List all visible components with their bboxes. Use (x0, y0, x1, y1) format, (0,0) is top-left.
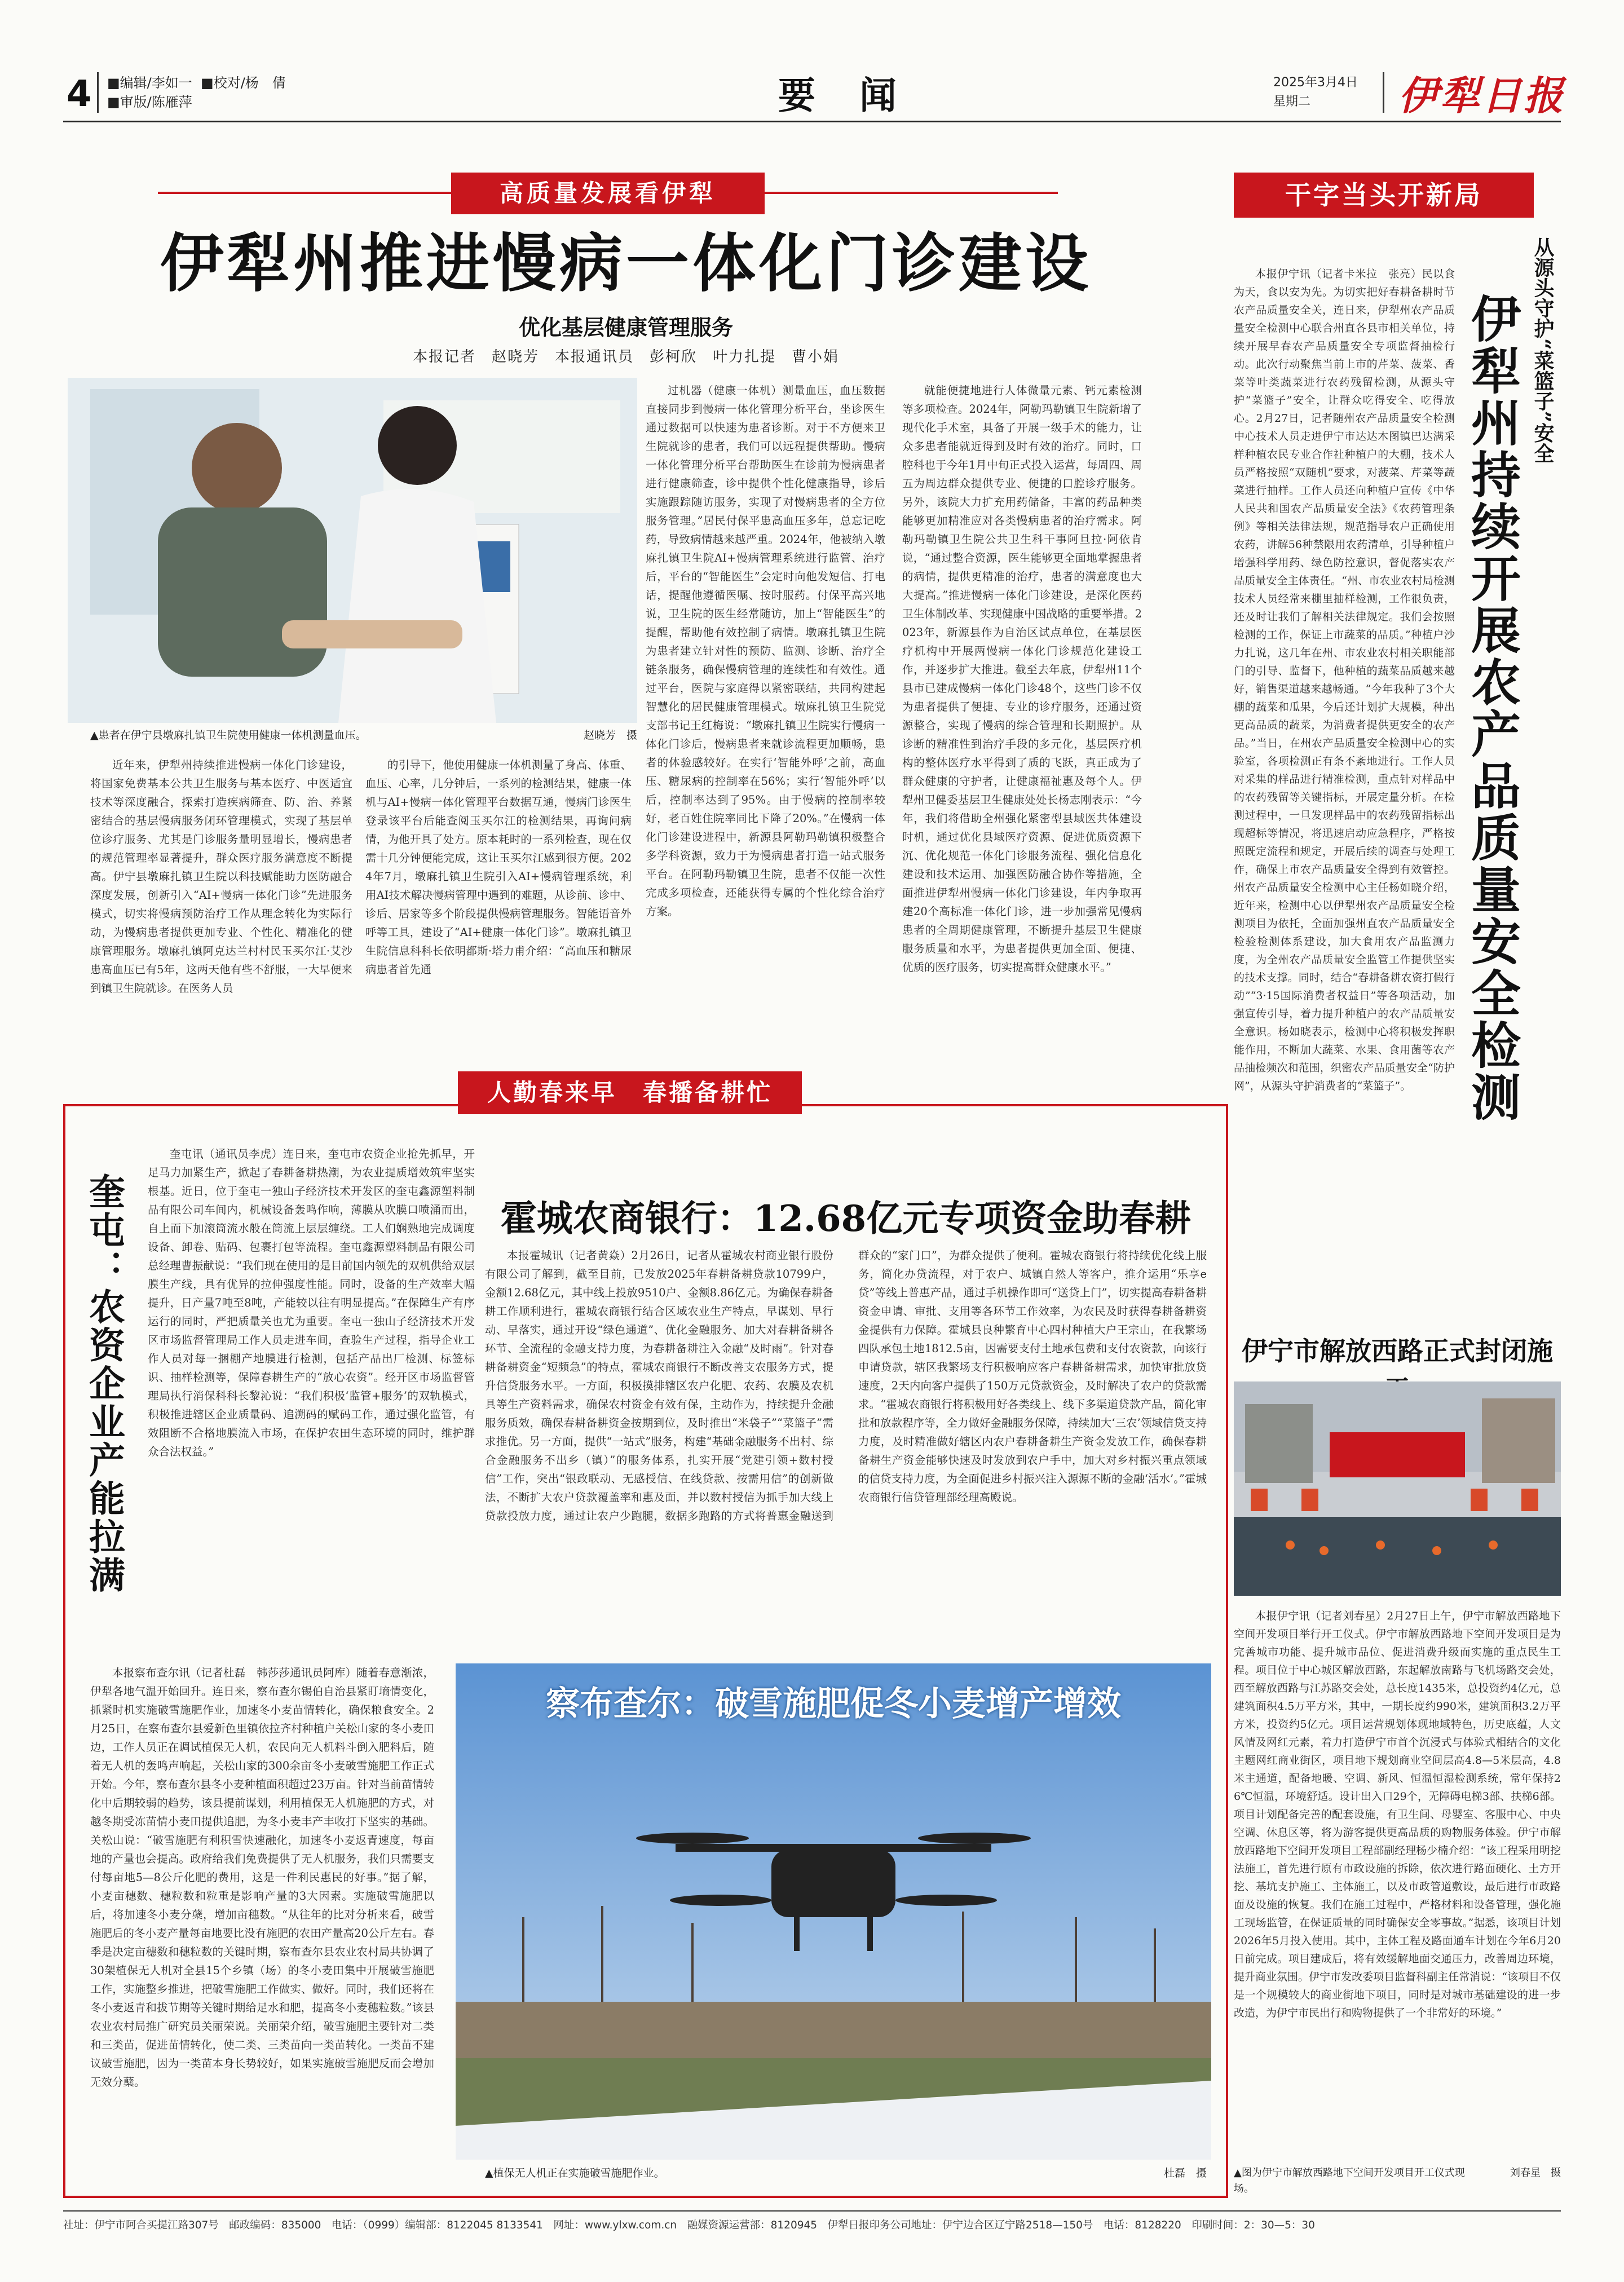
footer-rule (63, 2210, 1561, 2212)
main-subtitle: 优化基层健康管理服务 (518, 315, 733, 340)
road-text: 本报伊宁讯（记者刘春星）2月27日上午，伊宁市解放西路地下空间开发项目举行开工仪式。伊宁市解放西路地下空间开发项目是为完善城市功能、提升城市品位、促进消费升级而实施的重点民生工程。项目位于中心城区解放西路，东起解放南路与飞机场路交会处，西至解放西路与江苏路交会处，总长度1435米，总投资约4亿元，总建筑面积4.5万平方米，其中，一期长度约990米，建筑面积3.2万平方米，投资约5亿元。项目运营规划体现地域特色，历史底蕴，人文风情及网红元素，着力打造伊宁市首个沉浸式与体验式相结合的文化主题网红商业街区，项目地下规划商业空间层高4.8—5米层高，4.8米主通道，配备地暖、空调、新风、恒温恒湿检测系统，常年保持26℃恒温，环境舒适。设计出入口29个，无障碍电梯3部、扶梯6部。项目计划配备完善的配套设施，有卫生间、母婴室、客服中心、中央空调、休息区等，将为游客提供更高品质的购物服务体验。伊宁市解放西路地下空间开发项目工程部副经理杨少楠介绍：“该工程采用明挖法施工，首先进行原有市政设施的拆除，依次进行路面硬化、土方开挖、基坑支护施工、主体施工，以及市政管道敷设，最后进行市政路面及设施的恢复。我们在施工过程中，严格材料和设备管理，强化施工现场监管，在保证质量的同时确保安全零事故。”据悉，该项目计划2026年5月投入使用。其中，主体工程及路面通车计划在今年6月20日前完成。项目建成后，将有效缓解地面交通压力，改善周边环境，提升商业氛围。伊宁市发改委项目监督科副主任常消说：“该项目不仅是一个规模较大的商业街地下项目，同时是对城市基础建设的进一步改造，为伊宁市民出行和购物提供了一个非常好的环境。” (1234, 1610, 1561, 2019)
clinic-photo-image (68, 378, 637, 723)
right-kicker: 干字当头开新局 (1234, 173, 1534, 218)
road-photo-caption: ▲图为伊宁市解放西路地下空间开发项目开工仪式现场。 (1234, 2167, 1465, 2195)
food-safety-vsub: 从源头守护“菜篮子”安全 (1531, 237, 1555, 464)
page-number: 4 (67, 73, 92, 115)
kicker-rule-right (765, 192, 1058, 194)
reviewer-name: ■审版/陈雁萍 (107, 94, 192, 110)
main-lead-col2 (365, 756, 632, 1071)
drone-photo-image (456, 1663, 1211, 2160)
clinic-photo-caption: ▲患者在伊宁县墩麻扎镇卫生院使用健康一体机测量血压。 (90, 729, 367, 741)
kicker-rule-left (158, 192, 451, 194)
drone-photo-credit: 杜磊 摄 (1163, 2167, 1207, 2179)
editor-line (107, 73, 286, 112)
main-col3 (646, 381, 885, 1071)
main-lead-text-a: 近年来，伊犁州持续推进慢病一体化门诊建设，将国家免费基本公共卫生服务与基本医疗、中医适宜技术等深度融合，探索打造疾病筛查、防、治、养紧密结合的基层慢病服务闭环管理模式，实现了基层单位诊疗服务、尤其是门诊服务量明显增长，慢病患者的规范管理率显著提升，群众医疗服务满意度不断提高。伊宁县墩麻扎镇卫生院以科技赋能助力医防融合深度发展，创新引入“AI+慢病一体化门诊”先进服务模式，切实将慢病预防治疗工作从理念转化为实际行动，为慢病患者提供更加专业、个性化、精准化的健康管理服务。墩麻扎镇阿克达兰村村民玉买尔江·艾沙患高血压已有5年，这两天他有些不舒服，一大早便来到镇卫生院就诊。在医务人员 (90, 758, 352, 995)
road-photo-image (1234, 1381, 1561, 1596)
food-safety-text: 本报伊宁讯（记者卡米拉 张亮）民以食为天，食以安为先。为切实把好春耕备耕时节农产品质量安全关，连日来，伊犁州农产品质量安全检测中心联合州直各县市相关单位，持续开展早春农产品质量安全专项监督抽检行动。此次行动聚焦当前上市的芹菜、菠菜、香菜等叶类蔬菜进行农药残留检测，从源头守护“菜篮子”安全，让群众吃得安全、吃得放心。2月27日，记者随州农产品质量安全检测中心技术人员走进伊宁市达达木图镇巴达满采样种植农民专业合作社种植户的大棚，技术人员严格按照“双随机”要求，对菠菜、芹菜等蔬菜进行抽样。工作人员还向种植户宣传《中华人民共和国农产品质量安全法》《农药管理条例》等相关法律法规，规范指导农户正确使用农药，讲解56种禁限用农药清单，引导种植户增强科学用药、绿色防控意识，督促落实农产品质量安全主体责任。“州、市农业农村局检测技术人员经常来棚里抽样检测，工作很负责，还及时让我们了解相关法律规定。我们会按照检测的工作，保证上市蔬菜的品质。”种植户沙力扎说，这几年在州、市农业农村相关职能部门的引导、监督下，他种植的蔬菜品质越来越好，销售渠道越来越畅通。“今年我种了3个大棚的蔬菜和瓜果，今后还计划扩大规模，种出更高品质的蔬菜，为消费者提供更安全的农产品。”当日，在州农产品质量安全检测中心的实验室，各项检测正有条不紊地进行。工作人员对采集的样品进行精准检测，重点针对样品中的农药残留等关键指标，开展定量分析。在检测过程中，一旦发现样品中的农药残留指标出现超标等情况，将迅速启动应急程序，严格按照既定流程和规定，开展后续的调查与处理工作，确保上市农产品质量安全得到有效管控。州农产品质量安全检测中心主任杨如晓介绍，近年来，检测中心以伊犁州农产品质量安全检测项目为依托，全面加强州直农产品质量安全检验检测体系建设，加大食用农产品监测力度，为全州农产品质量安全监管工作提供坚实的技术支撑。同时，结合“春耕备耕农资打假行动”“3·15国际消费者权益日”等各项活动，加强宣传引导，着力提升种植户的农产品质量安全意识。杨如晓表示，检测中心将积极发挥职能作用，不断加大蔬菜、水果、食用菌等农产品抽检频次和范围，织密农产品质量安全“防护网”，从源头守护消费者的“菜篮子”。 (1234, 268, 1455, 1092)
drone-photo (456, 1663, 1211, 2160)
chabuchaer-article (90, 1663, 434, 2182)
food-safety-article (1234, 265, 1455, 1291)
page-header (0, 0, 1624, 118)
kuitun-article (148, 1145, 475, 1641)
drone-photo-caption: ▲植保无人机正在实施破雪施肥作业。 (485, 2167, 665, 2179)
kuitun-vtitle: 奎屯：农资企业产能拉满 (83, 1173, 125, 1595)
road-article (1234, 1607, 1561, 2160)
main-col4 (902, 381, 1142, 1071)
huocheng-headline: 霍城农商银行：12.68亿元专项资金助春耕 (500, 1198, 1191, 1240)
section-title: 要 闻 (778, 74, 900, 117)
header-divider (97, 72, 99, 113)
huocheng-article (485, 1246, 1207, 1641)
food-safety-vtitle: 伊犁州持续开展农产品质量安全检测 (1463, 293, 1522, 1123)
paper-logo: 伊犁日报 (1398, 72, 1565, 119)
main-kicker: 高质量发展看伊犁 (451, 173, 765, 214)
weekday-text: 星期二 (1273, 95, 1311, 109)
main-headline: 伊犁州推进慢病一体化门诊建设 (160, 227, 1092, 301)
main-byline: 本报记者 赵晓芳 本报通讯员 彭柯欣 叶力扎提 曹小娟 (412, 348, 839, 365)
footer-info: 社址：伊宁市阿合买提江路307号 邮政编码：835000 电话：（0999）编辑部：8122045 8133541 网址：www.ylxw.com.cn 融媒资源运营部：8120945 伊犁日报印务公司地址：伊宁边合区辽宁路2518—150号 电话：8128220 印刷时间：2：30—5：30 (63, 2219, 1315, 2231)
header-rule (63, 121, 1561, 122)
date-text: 2025年3月4日 (1273, 76, 1358, 90)
proofreader-name: ■校对/杨 倩 (201, 75, 286, 91)
main-lead-col1 (90, 756, 352, 1071)
huocheng-text: 本报霍城讯（记者黄焱）2月26日，记者从霍城农村商业银行股份有限公司了解到，截至目前，已发放2025年春耕备耕贷款10799户，金额12.68亿元，其中线上投放9510户、金额8.86亿元。为确保春耕备耕工作顺利进行，霍城农商银行结合区域农业生产特点，早谋划、早行动、早落实，通过开设“绿色通道”、优化金融服务、加大对春耕备耕各环节、全流程的金融支持力度，为春耕备耕注入金融“及时雨”。针对春耕备耕资金“短频急”的特点，霍城农商银行不断改善支农服务方式，提升信贷服务水平。一方面，积极摸排辖区农户化肥、农药、农膜及农机具等生产资料需求，确保农村资金有效有保，主动作为，持续提升金融服务质效，确保春耕备耕资金按期到位，及时推出“米袋子”“菜篮子”需求推优。另一方面，提供“一站式”服务，构建“基础金融服务不出村、综合金融服务不出乡（镇）”的服务体系，扎实开展“党建引领+数村授信”工作，突出“银政联动、无感授信、在线贷款、按需用信”的创新做法，不断扩大农户贷款覆盖率和惠及面，并以数村授信为抓手加大线上贷款投放力度，通过让农户少跑腿，数据多跑路的方式将普惠金融送到群众的“家门口”，为群众提供了便利。霍城农商银行将持续优化线上服务，简化办贷流程，对于农户、城镇自然人等客户，推介运用“乐享e贷”等线上普惠产品，通过手机操作即可“送贷上门”，切实提高春耕备耕资金申请、审批、支用等各环节工作效率，为农民及时获得春耕备耕资金提供有力保障。霍城县良种繁育中心四村种植大户王宗山，在我繁场四队承包土地1812.5亩，因需要支付土地承包费和支付农资款，向该行申请贷款，辖区我繁场支行积极响应客户春耕备耕需求，加快审批放贷速度，2天内向客户提供了150万元贷款资金，及时解决了农户的贷款需求。“霍城农商银行将积极用好各类线上、线下多渠道贷款产品，简化审批和放款程序等，全力做好金融服务保障，持续加大‘三农’领域信贷支持力度，及时精准做好辖区内农户春耕备耕生产资金发放工作，确保春耕备耕生产资金能够快速及时发放到农户手中，加大对乡村振兴重点领域的信贷支持力度，为全面促进乡村振兴注入源源不断的金融‘活水’。”霍城农商银行信贷管理部经理高殿说。 (485, 1249, 1207, 1522)
road-photo-credit: 刘春星 摄 (1510, 2167, 1561, 2179)
issue-date (1273, 73, 1358, 112)
clinic-photo-credit: 赵晓芳 摄 (583, 729, 637, 741)
road-headline: 伊宁市解放西路正式封闭施 (1242, 1336, 1553, 1366)
main-col4-text: 就能便捷地进行人体微量元素、钙元素检测等多项检查。2024年，阿勒玛勒镇卫生院新增了现代化手术室，具备了开展一级手术的能力，让众多患者能就近得到及时有效的治疗。同时，口腔科也于今年1月中旬正式投入运营，每周四、周五为周边群众提供专业、便捷的口腔诊疗服务。另外，该院大力扩充用药储备，丰富的药品种类能够更加精准应对各类慢病患者的治疗需求。阿勒玛勒镇卫生院公共卫生科干事阿旦拉·阿依肯说，“通过整合资源，医生能够更全面地掌握患者的病情，提供更精准的治疗，患者的满意度也大大提高。”推进慢病一体化门诊建设，是深化医药卫生体制改革、实现健康中国战略的重要举措。2023年，新源县作为自治区试点单位，在基层医疗机构中开展两慢病一体化门诊规范化建设工作，并逐步扩大推进。截至去年底，伊犁州11个县市已建成慢病一体化门诊48个，这些门诊不仅为患者提供了便捷、专业的诊疗服务，还通过资源整合，实现了慢病的综合管理和长期照护。从诊断的精准性到治疗手段的多元化，基层医疗机构的整体医疗水平得到了质的飞跃，真正成为了群众健康的守护者，让健康福祉惠及每个人。伊犁州卫健委基层卫生健康处处长杨志刚表示：“今年，我们将借助全州强化紧密型县域医共体建设时机，通过优化县域医疗资源、促进优质资源下沉、优化规范一体化门诊服务流程、强化信息化建设和技术运用、加强医防融合协作等措施，全面推进伊犁州慢病一体化门诊建设，年内争取再建20个高标准一体化门诊，进一步加强常见慢病患者的全周期健康管理，不断提升基层卫生健康服务质量和水平，为患者提供更加全面、便捷、优质的医疗服务，切实提高群众健康水平。” (902, 384, 1142, 974)
road-photo (1234, 1381, 1561, 1596)
masthead-divider (1383, 72, 1384, 113)
main-col3-text: 过机器（健康一体机）测量血压，血压数据直接同步到慢病一体化管理分析平台，坐诊医生通过数据可以快速为患者诊断。对于不方便来卫生院就诊的患者，我们可以远程提供帮助。慢病一体化管理分析平台帮助医生在诊前为慢病患者进行健康筛查，诊中提供个性化健康指导，诊后实施跟踪随访服务，实现了对慢病患者的全方位服务管理。”居民付保平患高血压多年，总忘记吃药，导致病情越来越严重。2024年，他被纳入墩麻扎镇卫生院AI+慢病管理系统进行监管、治疗后，平台的“智能医生”会定时向他发短信、打电话，提醒他遵循医嘱、按时服药。付保平高兴地说，卫生院的医生经常随访，加上“智能医生”的提醒，帮助他有效控制了病情。墩麻扎镇卫生院为患者建立针对性的预防、监测、诊断、治疗全链条服务，确保慢病管理的连续性和有效性。通过平台，医院与家庭得以紧密联结，共同构建起智慧化的居民健康管理模式。墩麻扎镇卫生院党支部书记王红梅说：“墩麻扎镇卫生院实行慢病一体化门诊后，慢病患者来就诊流程更加顺畅，患者的体验感较好。在实行‘智能外呼’之前，高血压、糖尿病的控制率在56%；实行‘智能外呼’以后，控制率达到了95%。由于慢病的控制率较好，老百姓住院率同比下降了20%。”在慢病一体化门诊建设进程中，新源县阿勒玛勒镇积极整合多学科资源，致力于为慢病患者打造一站式服务平台。在阿勒玛勒镇卫生院，患者不仅能一次性完成多项检查，还能获得专属的个性化综合治疗方案。 (646, 384, 885, 918)
chabuchaer-headline: 察布查尔：破雪施肥促冬小麦增产增效 (546, 1684, 1121, 1724)
clinic-photo (68, 378, 637, 723)
farm-kicker: 人勤春来早 春播备耕忙 (458, 1071, 802, 1114)
chabuchaer-text: 本报察布查尔讯（记者杜磊 韩莎莎通讯员阿库）随着春意渐浓，伊犁各地气温开始回升。连日来，察布查尔锡伯自治县紧盯墒情变化，抓紧时机实施破雪施肥作业，加速冬小麦苗情转化，确保粮食安全。2月25日，在察布查尔县爱新色里镇依拉齐村种植户关松山家的冬小麦田边，工作人员正在调试植保无人机，农民向无人机料斗倒入肥料后，随着无人机的轰鸣声响起，关松山家的300余亩冬小麦破雪施肥工作正式开始。今年，察布查尔县冬小麦种植面积超过23万亩。针对当前苗情转化中后期较弱的趋势，该县提前谋划，利用植保无人机施肥的方式，对越冬期受冻苗情小麦田提供追肥，为冬小麦丰产丰收打下坚实的基础。关松山说：“破雪施肥有利积雪快速融化，加速冬小麦返青速度，每亩地的产量也会提高。政府给我们免费提供了无人机服务，我们只需要支付每亩地5—8公斤化肥的费用，这是一件利民惠民的好事。”据了解，小麦亩穗数、穗粒数和粒重是影响产量的3大因素。实施破雪施肥以后，将加速冬小麦分蘖，增加亩穗数。“从往年的比对分析来看，破雪施肥后的冬小麦产量每亩地要比没有施肥的农田产量高20公斤左右。春季是决定亩穗数和穗粒数的关键时期，察布查尔县农业农村局共协调了30架植保无人机对全县15个乡镇（场）的冬小麦田集中开展破雪施肥工作，实施整乡推进，把破雪施肥工作做实、做好。同时，我们还将在冬小麦返青和拔节期等关键时期给足水和肥，提高冬小麦穗粒数。”该县农业农村局推广研究员关丽荣说。关丽荣介绍，破雪施肥主要针对二类和三类苗，促进苗情转化，使二类、三类苗向一类苗转化。一类苗不建议破雪施肥，因为一类苗本身长势较好，如果实施破雪施肥反而会增加无效分蘖。 (90, 1666, 434, 2089)
main-lead-text-b: 的引导下，他使用健康一体机测量了身高、体重、血压、心率，几分钟后，一系列的检测结果，健康一体机与AI+慢病一体化管理平台数据互通，慢病门诊医生登录该平台后能查阅玉买尔江的检测结果，再询问病情，为他开具了处方。原本耗时的一系列检查，现在仅需十几分钟便能完成，这让玉买尔江感到很方便。2024年7月，墩麻扎镇卫生院引入AI+慢病管理系统，利用AI技术解决慢病管理中遇到的难题，从诊前、诊中、诊后、居家等多个阶段提供慢病管理服务。智能语音外呼等工具，建设了“AI+健康一体化门诊”。墩麻扎镇卫生院信息科科长依明都斯·塔力甫介绍：“高血压和糖尿病患者首先通 (365, 758, 632, 976)
kuitun-text: 奎屯讯（通讯员李虎）连日来，奎屯市农资企业抢先抓早，开足马力加紧生产，掀起了春耕备耕热潮，为农业提质增效筑牢坚实根基。近日，位于奎屯一独山子经济技术开发区的奎屯鑫源塑料制品有限公司车间内，机械设备轰鸣作响，薄膜从吹膜口喷涌而出，自上而下加滚筒流水般在筒流上层层缠绕。工人们娴熟地完成调度设备、卸卷、贴码、包裹打包等流程。奎屯鑫源塑料制品有限公司总经理曹振献说：“我们现在使用的是目前国内领先的双机供给双层膜生产线，具有优异的拉伸强度性能。同时，设备的生产效率大幅提升，日产量7吨至8吨，产能较以往有明显提高。”在保障生产有序运行的同时，严把质量关也尤为重要。奎屯一独山子经济技术开发区市场监督管理局工作人员走进车间，查验生产过程，指导企业工作人员对每一捆棚产地膜进行检测，包括产品出厂检测、标签标识、抽样检测等，保障春耕生产的“放心农资”。经开区市场监督管理局执行消保科科长黎沁说：“我们积极‘监管+服务’的双轨模式，积极推进辖区企业质量码、追溯码的赋码工作，通过强化监管，有效阻断不合格地膜流入市场，在保护农田生态环境的同时，维护群众合法权益。” (148, 1147, 475, 1458)
editor-name: ■编辑/李如一 (107, 75, 192, 91)
